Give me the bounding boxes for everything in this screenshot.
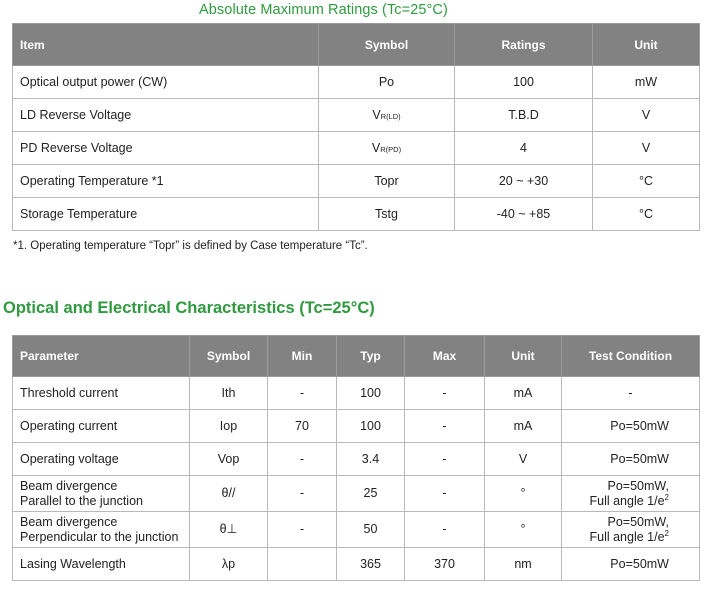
min-cell: -: [268, 443, 337, 476]
max-cell: -: [405, 476, 485, 512]
condition-cell: Po=50mW: [562, 443, 700, 476]
parameter-cell: Lasing Wavelength: [13, 548, 190, 581]
parameter-cell: Threshold current: [13, 377, 190, 410]
symbol-cell: [319, 165, 455, 198]
unit-cell: V: [593, 99, 700, 132]
condition-line-1: Po=50mW,: [607, 514, 669, 529]
typ-cell: 100: [337, 377, 405, 410]
parameter-line-2: Parallel to the junction: [20, 493, 143, 508]
abs-max-title: Absolute Maximum Ratings (Tc=25°C): [199, 2, 448, 18]
header-max: Max: [405, 336, 485, 377]
max-cell: -: [405, 377, 485, 410]
item-cell: Operating Temperature *1: [13, 165, 319, 198]
item-cell: PD Reverse Voltage: [13, 132, 319, 165]
table-row: [13, 512, 700, 548]
symbol-cell: Iop: [190, 410, 268, 443]
ratings-cell: 4: [455, 132, 593, 165]
abs-max-header-row: [13, 24, 700, 66]
symbol-subscript: R(PD): [380, 145, 402, 154]
header-ratings: Ratings: [455, 24, 593, 66]
min-cell: -: [268, 476, 337, 512]
typ-cell: 365: [337, 548, 405, 581]
table-row: [13, 377, 700, 410]
characteristics-title: Optical and Electrical Characteristics (Tc=25°C): [3, 299, 375, 317]
header-typ: Typ: [337, 336, 405, 377]
min-cell: [268, 548, 337, 581]
item-cell: Optical output power (CW): [13, 66, 319, 99]
symbol-text: V: [372, 108, 381, 122]
max-cell: -: [405, 512, 485, 548]
header-symbol: Symbol: [319, 24, 455, 66]
header-parameter: Parameter: [13, 336, 190, 377]
symbol-text: Tstg: [375, 207, 398, 221]
symbol-text: Topr: [374, 174, 399, 188]
unit-cell: °C: [593, 165, 700, 198]
condition-cell: Po=50mW: [562, 548, 700, 581]
parameter-cell: [13, 476, 190, 512]
characteristics-header-row: [13, 336, 700, 377]
table-row: [13, 165, 700, 198]
unit-cell: mW: [593, 66, 700, 99]
table-row: [13, 548, 700, 581]
typ-cell: 100: [337, 410, 405, 443]
unit-cell: nm: [485, 548, 562, 581]
max-cell: -: [405, 443, 485, 476]
table-row: [13, 476, 700, 512]
min-cell: -: [268, 377, 337, 410]
min-cell: 70: [268, 410, 337, 443]
table-row: [13, 410, 700, 443]
typ-cell: 3.4: [337, 443, 405, 476]
symbol-cell: Vop: [190, 443, 268, 476]
unit-cell: °C: [593, 198, 700, 231]
typ-cell: 50: [337, 512, 405, 548]
symbol-cell: [319, 66, 455, 99]
max-cell: 370: [405, 548, 485, 581]
parameter-cell: Operating voltage: [13, 443, 190, 476]
header-symbol: Symbol: [190, 336, 268, 377]
header-unit: Unit: [593, 24, 700, 66]
parameter-line-1: Beam divergence: [20, 478, 118, 493]
parameter-cell: Operating current: [13, 410, 190, 443]
abs-max-table: [12, 23, 700, 231]
ratings-cell: T.B.D: [455, 99, 593, 132]
symbol-cell: [319, 99, 455, 132]
symbol-subscript: R(LD): [380, 112, 401, 121]
table-row: [13, 443, 700, 476]
condition-line-2: Full angle 1/e: [589, 493, 665, 508]
header-unit: Unit: [485, 336, 562, 377]
item-cell: LD Reverse Voltage: [13, 99, 319, 132]
unit-cell: mA: [485, 377, 562, 410]
header-min: Min: [268, 336, 337, 377]
max-cell: -: [405, 410, 485, 443]
condition-superscript: 2: [664, 528, 669, 538]
condition-cell: [562, 476, 700, 512]
parameter-cell: [13, 512, 190, 548]
ratings-cell: 20 ~ +30: [455, 165, 593, 198]
table-row: [13, 66, 700, 99]
unit-cell: mA: [485, 410, 562, 443]
min-cell: -: [268, 512, 337, 548]
unit-cell: °: [485, 512, 562, 548]
condition-cell: [562, 512, 700, 548]
symbol-cell: Ith: [190, 377, 268, 410]
ratings-cell: -40 ~ +85: [455, 198, 593, 231]
symbol-cell: θ⊥: [190, 512, 268, 548]
table-row: [13, 132, 700, 165]
symbol-cell: [319, 132, 455, 165]
condition-cell: -: [562, 377, 700, 410]
abs-max-footnote: *1. Operating temperature “Topr” is defined by Case temperature “Tc”.: [13, 240, 368, 252]
symbol-text: Po: [378, 75, 395, 89]
parameter-line-2: Perpendicular to the junction: [20, 529, 179, 544]
condition-superscript: 2: [664, 492, 669, 502]
unit-cell: °: [485, 476, 562, 512]
symbol-cell: λp: [190, 548, 268, 581]
typ-cell: 25: [337, 476, 405, 512]
condition-line-2: Full angle 1/e: [589, 529, 665, 544]
table-row: [13, 99, 700, 132]
symbol-cell: θ//: [190, 476, 268, 512]
ratings-cell: 100: [455, 66, 593, 99]
parameter-line-1: Beam divergence: [20, 514, 118, 529]
unit-cell: V: [593, 132, 700, 165]
condition-line-1: Po=50mW,: [607, 478, 669, 493]
item-cell: Storage Temperature: [13, 198, 319, 231]
symbol-cell: [319, 198, 455, 231]
header-item: Item: [13, 24, 319, 66]
header-condition: Test Condition: [562, 336, 700, 377]
table-row: [13, 198, 700, 231]
unit-cell: V: [485, 443, 562, 476]
condition-cell: Po=50mW: [562, 410, 700, 443]
characteristics-table: [12, 335, 700, 581]
symbol-text: V: [371, 141, 381, 155]
